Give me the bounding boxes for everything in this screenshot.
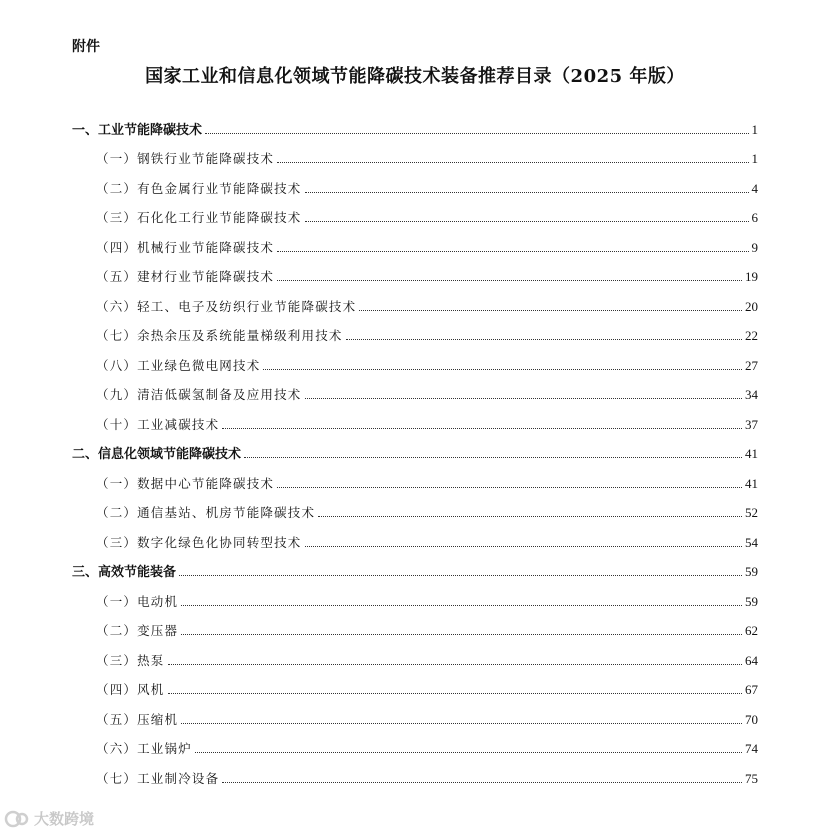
dot-leader: [277, 162, 748, 163]
dot-leader: [318, 516, 742, 517]
dot-leader: [195, 752, 742, 753]
attachment-label: 附件: [72, 39, 100, 55]
toc-subsection-entry[interactable]: [72, 405, 758, 435]
toc-entry-label: （四）风机: [96, 682, 165, 697]
toc-subsection-entry[interactable]: [72, 700, 758, 730]
dot-leader: [305, 398, 742, 399]
toc-entry-label: （六）工业锅炉: [96, 741, 192, 756]
toc-page-number: 62: [745, 623, 758, 638]
toc-page-number: 19: [745, 269, 758, 284]
toc-entry-label: （三）热泵: [96, 652, 165, 668]
toc-subsection-entry[interactable]: [72, 346, 758, 376]
table-of-contents: [72, 110, 758, 789]
dot-leader: [305, 192, 749, 193]
toc-entry-label: 二、信息化领域节能降碳技术: [72, 447, 242, 462]
dot-leader: [222, 428, 742, 429]
dot-leader: [359, 310, 742, 311]
toc-entry-label: （四）机械行业节能降碳技术: [96, 239, 275, 255]
dot-leader: [181, 605, 742, 606]
dot-leader: [263, 369, 742, 370]
toc-entry-label: （一）电动机: [96, 593, 179, 609]
toc-entry-label: （二）通信基站、机房节能降碳技术: [96, 505, 316, 520]
toc-page-number: 1: [751, 121, 758, 137]
toc-page-number: 70: [745, 711, 758, 727]
toc-subsection-entry[interactable]: [72, 464, 758, 494]
toc-page-number: 27: [745, 357, 758, 373]
toc-page-number: 22: [745, 328, 758, 343]
toc-page-number: 52: [745, 505, 758, 520]
toc-entry-label: 三、高效节能装备: [72, 565, 177, 580]
toc-entry-label: （二）变压器: [96, 623, 179, 638]
toc-subsection-entry[interactable]: [72, 494, 758, 524]
watermark: [4, 808, 94, 829]
page-title: 国家工业和信息化领域节能降碳技术装备推荐目录（2025 年版）: [145, 66, 685, 87]
toc-page-number: 1: [751, 151, 758, 166]
toc-page-number: 34: [745, 387, 758, 402]
toc-subsection-entry[interactable]: [72, 169, 758, 199]
toc-entry-label: （三）数字化绿色化协同转型技术: [96, 534, 302, 550]
brand-logo-icon: [4, 809, 30, 829]
dot-leader: [181, 723, 742, 724]
toc-subsection-entry[interactable]: [72, 140, 758, 170]
dot-leader: [305, 546, 742, 547]
toc-page-number: 37: [745, 416, 758, 432]
toc-entry-label: （一）钢铁行业节能降碳技术: [96, 151, 275, 166]
watermark-text: 大数跨境: [34, 810, 95, 828]
dot-leader: [222, 782, 742, 783]
toc-entry-label: （一）数据中心节能降碳技术: [96, 475, 275, 491]
toc-subsection-entry[interactable]: [72, 671, 758, 701]
toc-subsection-entry[interactable]: [72, 730, 758, 760]
toc-page-number: 67: [745, 682, 758, 697]
toc-entry-label: （七）工业制冷设备: [96, 770, 220, 786]
dot-leader: [346, 339, 742, 340]
toc-page-number: 59: [745, 564, 758, 579]
toc-subsection-entry[interactable]: [72, 612, 758, 642]
toc-entry-label: （十）工业减碳技术: [96, 416, 220, 432]
toc-entry-label: （五）建材行业节能降碳技术: [96, 269, 275, 284]
toc-page-number: 20: [745, 298, 758, 314]
dot-leader: [277, 280, 742, 281]
toc-subsection-entry[interactable]: [72, 199, 758, 229]
dot-leader: [244, 457, 742, 458]
toc-section-entry[interactable]: [72, 435, 758, 465]
toc-subsection-entry[interactable]: [72, 523, 758, 553]
dot-leader: [181, 634, 742, 635]
dot-leader: [305, 221, 749, 222]
dot-leader: [168, 693, 742, 694]
toc-page-number: 74: [745, 741, 758, 756]
toc-entry-label: （七）余热余压及系统能量梯级利用技术: [96, 328, 343, 343]
dot-leader: [277, 487, 742, 488]
toc-page-number: 4: [751, 180, 758, 196]
dot-leader: [179, 575, 742, 576]
toc-page-number: 54: [745, 534, 758, 550]
toc-page-number: 41: [745, 446, 758, 461]
toc-section-entry[interactable]: [72, 553, 758, 583]
toc-page-number: 75: [745, 770, 758, 786]
toc-entry-label: （五）压缩机: [96, 711, 179, 727]
dot-leader: [205, 133, 748, 134]
toc-subsection-entry[interactable]: [72, 317, 758, 347]
toc-entry-label: 一、工业节能降碳技术: [72, 122, 203, 138]
toc-subsection-entry[interactable]: [72, 228, 758, 258]
toc-entry-label: （九）清洁低碳氢制备及应用技术: [96, 387, 302, 402]
toc-entry-label: （二）有色金属行业节能降碳技术: [96, 180, 302, 196]
toc-page-number: 41: [745, 475, 758, 491]
toc-page-number: 9: [751, 239, 758, 255]
toc-subsection-entry[interactable]: [72, 376, 758, 406]
toc-subsection-entry[interactable]: [72, 258, 758, 288]
toc-entry-label: （六）轻工、电子及纺织行业节能降碳技术: [96, 298, 357, 314]
dot-leader: [168, 664, 742, 665]
toc-entry-label: （三）石化化工行业节能降碳技术: [96, 210, 302, 225]
toc-subsection-entry[interactable]: [72, 759, 758, 789]
toc-section-entry[interactable]: [72, 110, 758, 140]
toc-subsection-entry[interactable]: [72, 641, 758, 671]
dot-leader: [277, 251, 748, 252]
toc-page-number: 64: [745, 652, 758, 668]
toc-page-number: 59: [745, 593, 758, 609]
toc-entry-label: （八）工业绿色微电网技术: [96, 357, 261, 373]
toc-subsection-entry[interactable]: [72, 582, 758, 612]
toc-page-number: 6: [751, 210, 758, 225]
toc-subsection-entry[interactable]: [72, 287, 758, 317]
